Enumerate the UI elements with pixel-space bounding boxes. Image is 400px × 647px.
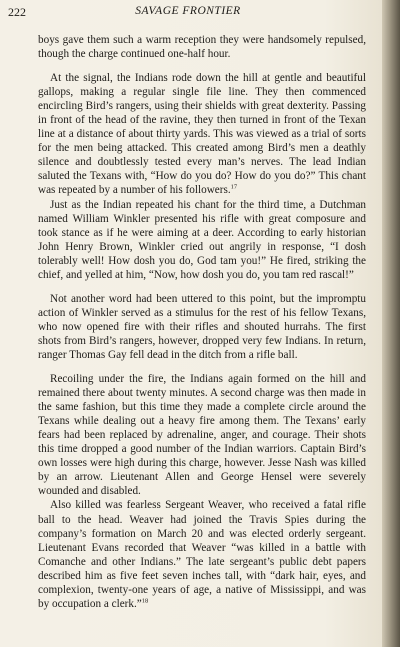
paragraph-4: Not another word had been uttered to this point, but the impromptu action of Winkler served as a stimulus for the rest of his fellow Texans, who now opened fire with their rifles and shouted hurrahs. The first shots from Bird’s rangers, however, dropped very few Indians. In return, ranger Thomas Gay fell dead in the ditch from a rifle ball. xyxy=(38,292,366,361)
page-number: 222 xyxy=(8,5,26,19)
paragraph-3: Just as the Indian repeated his chant for the third time, a Dutchman named William Winkler presented his rifle with great composure and took stance as if he were aiming at a deer. According to early historian John Henry Brown, Winkler cried out angrily in response, “I dosh tolerably well! How dosh you do, God tam you!” He fired, striking the chief, and yelled at him, “Now, how dosh you do, you tam red rascal!” xyxy=(38,198,366,281)
page-header xyxy=(8,5,368,21)
footnote-ref-18: 18 xyxy=(141,597,149,605)
paragraph-6: Also killed was fearless Sergeant Weaver, who received a fatal rifle ball to the head. Weaver had joined the Travis Spies during the company’s formation on March 20 and was elected orderly sergeant. Lieutenant Evans recorded that Weaver “was killed in a battle with Comanche and other Indians.” The late sergeant’s public debt papers described him as five feet seven inches tall, with “dark hair, eyes, and complexion, twenty-one years of age, a native of Mississippi, and was by occupation a clerk.”$^{18}$ xyxy=(38,499,366,610)
book-spine-shadow xyxy=(382,0,400,647)
paragraph-2: At the signal, the Indians rode down the hill at gentle and beautiful gallops, making a regular single file line. They then commenced encircling Bird’s rangers, using their shields with great dexterity. Passing in front of the head of the ravine, they then turned in front of the Texan line at a distance of about thirty yards. This was viewed as a trial of sorts for the men being attacked. This created among Bird’s men a deathly silence and doubtlessly tested every man’s nerves. The lead Indian saluted the Texans with, “How do you do? How do you do?” This chant was repeated by a number of his followers.$^{17}$ xyxy=(38,72,366,197)
running-title: SAVAGE FRONTIER xyxy=(135,5,241,17)
footnote-ref-17: 17 xyxy=(230,183,238,191)
paragraph-1: boys gave them such a warm reception they were handsomely repulsed, though the charge continued one-half hour. xyxy=(38,34,366,61)
paragraph-5: Recoiling under the fire, the Indians again formed on the hill and remained there about twenty minutes. A second charge was then made in the same fashion, but this time they made a complete circle around the Texans while dealing out a heavy fire among them. The Texans’ early fears had been replaced by adrenaline, anger, and courage. Their shots this time dropped a good number of the Indian warriors. Captain Bird’s own losses were high during this charge, however. Jesse Nash was killed by an arrow. Lieutenant Allen and George Hensel were severely wounded and disabled. xyxy=(38,373,366,498)
body-text xyxy=(38,33,366,611)
